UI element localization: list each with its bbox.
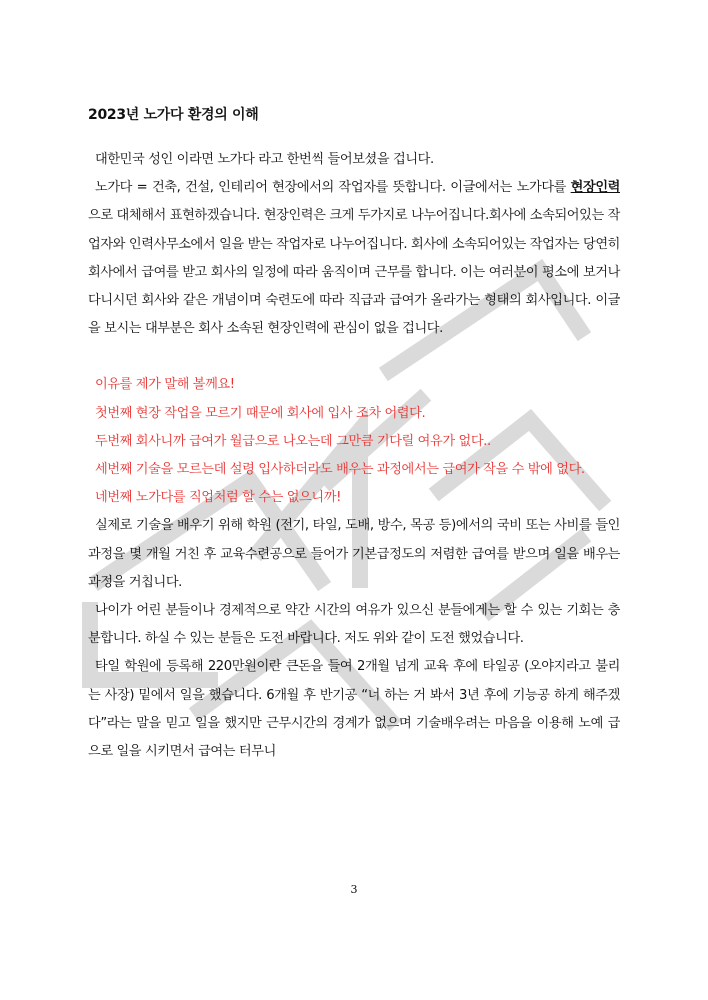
red-paragraph: 네번째 노가다를 직업처럼 할 수는 없으니까! — [95, 490, 341, 506]
paragraph: 대한민국 성인 이라면 노가다 라고 한번씩 들어보셨을 겁니다. — [95, 152, 434, 167]
paragraph: 실제로 기술을 배우기 위해 학원 (전기, 타일, 도배, 방수, 목공 등)에서의 국비 또는 사비를 들인 과정을 몇 개월 거친 후 교육수련공으로 들어가 기본급정도의 저렴한 급여를 받으며 일을 배우는 과정을 거칩니다. — [88, 518, 620, 590]
red-paragraph: 첫번째 현장 작업을 모르기 때문에 회사에 입사 조차 어렵다. — [95, 405, 426, 421]
red-paragraph: 이유를 제가 말해 볼께요! — [95, 377, 235, 393]
paragraph: 나이가 어린 분들이나 경제적으로 약간 시간의 여유가 있으신 분들에게는 할 수 있는 기회는 충분합니다. 하실 수 있는 분들은 도전 바랍니다. 저도 위와 같이 도전 했었습니다. — [88, 603, 620, 647]
document-title: 2023년 노가다 환경의 이해 — [88, 107, 259, 123]
red-paragraph: 세번째 기술을 모르는데 설령 입사하더라도 배우는 과정에서는 급여가 작을 수 밖에 없다. — [95, 462, 585, 478]
document-body — [88, 146, 620, 766]
red-paragraph: 두번째 회사니까 급여가 월급으로 나오는데 그만큼 기다릴 여유가 없다.. — [95, 433, 491, 449]
paragraph-text: 으로 대체해서 표현하겠습니다. 현장인력은 크게 두가지로 나누어집니다.회사에 소속되어있는 작업자와 인력사무소에서 일을 받는 작업자로 나누어집니다. 회사에 소속되어있는 작업자는 당연히 회사에서 급여를 받고 회사의 일정에 따라 움직이며 근무를 합니다. 이는 여러분이 평소에 보거나 다니시던 회사와 같은 개념이며 숙련도에 따라 직급과 급여가 올라가는 형태의 회사입니다. 이글을 보시는 대부분은 회사 소속된 현장인력에 관심이 없을 겁니다. — [88, 208, 620, 337]
page-number: 3 — [350, 883, 358, 896]
underlined-term: 현장인력 — [570, 180, 620, 196]
paragraph: 타일 학원에 등록해 220만원이란 큰돈을 들여 2개월 넘게 교육 후에 타일공 (오야지라고 불리는 사장) 밑에서 일을 했습니다. 6개월 후 반기공 “너 하는 거 봐서 3년 후에 기능공 하게 해주겠다”라는 말을 믿고 일을 했지만 근무시간의 경계가 없으며 기술배우려는 마음을 이용해 노예 급으로 일을 시키면서 급여는 터무니 — [88, 659, 620, 760]
paragraph-text: 노가다 = 건축, 건설, 인테리어 현장에서의 작업자를 뜻합니다. 이글에서는 노가다를 — [95, 180, 571, 196]
paragraph — [88, 174, 620, 343]
